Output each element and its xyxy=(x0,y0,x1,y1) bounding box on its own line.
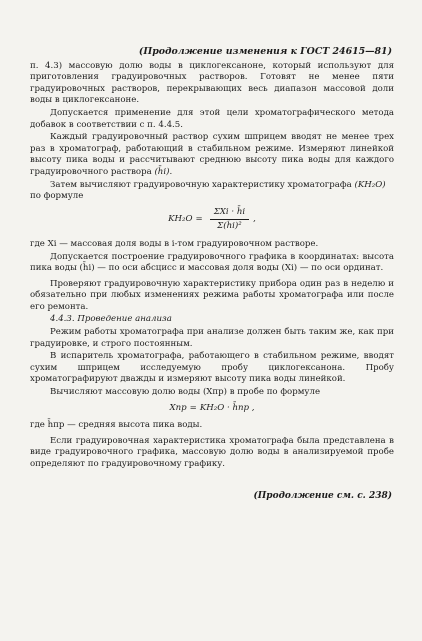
formula-calibration-fraction xyxy=(210,207,249,233)
paragraph-p4-text: Затем вычисляют градуировочную характеристику хроматографа xyxy=(50,179,352,190)
paragraph-p11: где h̄пр — средняя высота пика воды. xyxy=(30,420,203,431)
section-heading-443: 4.4.3. Проведение анализа xyxy=(50,314,172,325)
formula-calibration-tail: , xyxy=(253,214,256,225)
paragraph-p7: Проверяют градуировочную характеристику прибора один раз в неделю и обязательно при любых изменениях режима работы хроматографа или после его ремонта. xyxy=(30,278,394,312)
formula-calibration-eq: = xyxy=(195,214,203,225)
running-header: (Продолжение изменения к ГОСТ 24615—81) xyxy=(138,46,392,57)
paragraph-p8: Режим работы хроматографа при анализе должен быть таким же, как при градуировке, и строго постоянным. xyxy=(30,327,394,349)
paragraph-p12: Если градуировочная характеристика хроматографа была представлена в виде градуировочного графика, массовую долю воды в анализируемой пробе определяют по градуировочному графику. xyxy=(30,435,394,469)
paragraph-p6: Допускается построение градуировочного графика в координатах: высота пика воды (h̄i) — по оси абсцисс и массовая доля воды (Xi) — по оси ординат. xyxy=(30,251,394,274)
paragraph-p1: п. 4.3) массовую долю воды в циклогексаноне, который используют для приготовления градуировочных растворов. Готовят не менее пяти градуировочных растворов, перекрывающих весь диапазон массовой доли воды в циклогексаноне. xyxy=(30,60,394,106)
paragraph-p5: где Xi — массовая доля воды в i-том градуировочном растворе. xyxy=(30,238,319,249)
formula-sample-lhs: Xпр xyxy=(169,402,187,413)
formula-sample-eq: = xyxy=(189,402,197,413)
formula-calibration-denominator: Σ(h̄i)² xyxy=(217,221,242,232)
formula-sample xyxy=(30,403,394,415)
formula-calibration-lhs: KH₂O xyxy=(168,214,193,225)
paragraph-p10: Вычисляют массовую долю воды (Xпр) в пробе по формуле xyxy=(50,387,321,398)
paragraph-p3 xyxy=(30,132,394,178)
paragraph-p2: Допускается применение для этой цели хроматографического метода добавок в соответствии с п. 4.4.5. xyxy=(30,107,394,130)
paragraph-p4-symbol: (KH₂O) xyxy=(354,179,386,190)
paragraph-p4-tail: по формуле xyxy=(30,191,84,202)
formula-sample-rhs: KH₂O · h̄пр , xyxy=(199,402,255,413)
paragraph-p9: В испаритель хроматографа, работающего в стабильном режиме, вводят сухим шприцем исследуемую пробу циклогексанона. Пробу хроматографируют дважды и измеряют высоту пика воды линейкой. xyxy=(30,351,394,385)
paragraph-p4 xyxy=(30,180,394,203)
formula-calibration xyxy=(30,207,394,233)
paragraph-p3-text: Каждый градуировочный раствор сухим шприцем вводят не менее трех раз в хроматограф, работающий в стабильном режиме. Измеряют линейкой высоту пика воды и рассчитывают среднюю высоту пика воды для каждого градуировочного раствора xyxy=(30,132,394,177)
formula-calibration-numerator: ΣXi · h̄i xyxy=(210,207,249,221)
continuation-note: (Продолжение см. с. 238) xyxy=(253,490,392,501)
paragraph-p3-symbol: (h̄i). xyxy=(154,166,173,177)
